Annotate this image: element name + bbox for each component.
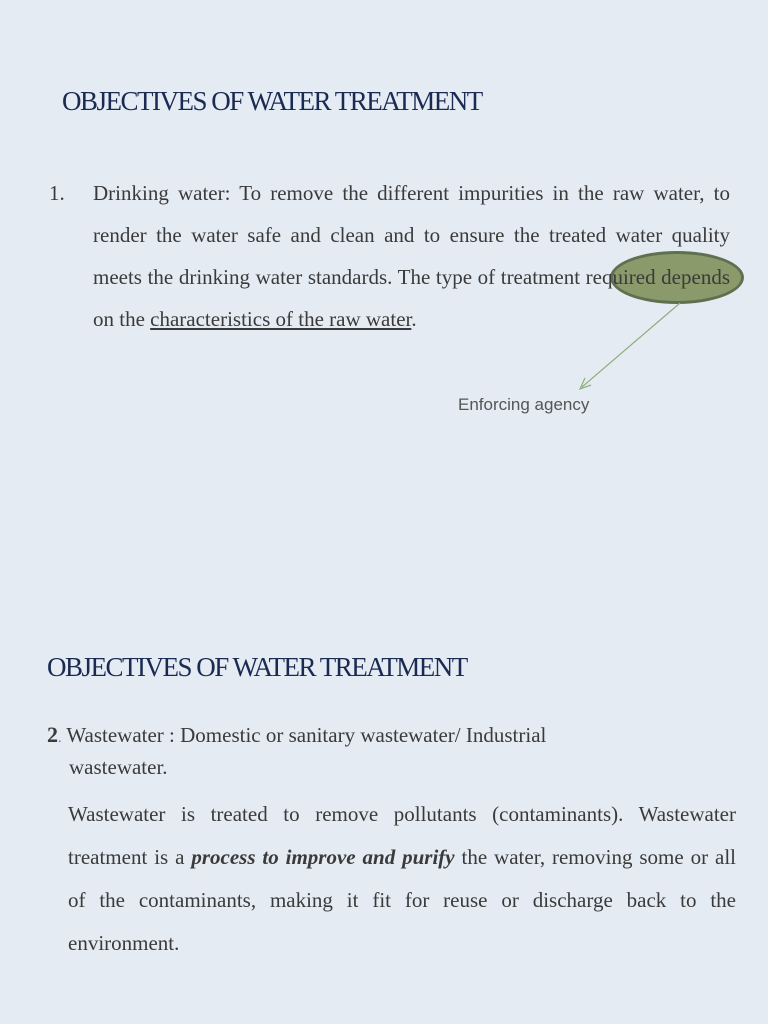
- para-emphasis: process to improve and purify: [191, 845, 455, 869]
- callout-label: Enforcing agency: [458, 395, 590, 414]
- para-text-b: the water, removing some or all of the contaminants, making it fit for reuse or discharge back to the environment.: [68, 845, 736, 955]
- item1-end: .: [411, 307, 417, 331]
- para-text-a: Wastewater is treated to remove pollutants (contaminants). Wastewater treatment is a: [68, 802, 736, 869]
- slide1-title: OBJECTIVES OF WATER TREATMENT: [62, 86, 482, 116]
- item2-text-b: wastewater.: [69, 755, 168, 779]
- item1-standards: standards.: [307, 265, 393, 289]
- item2-text-a: Wastewater : Domestic or sanitary wastewater/ Industrial: [61, 723, 547, 747]
- list-number-1: 1.: [49, 181, 65, 205]
- item1-text-c: The type of treatment required depends on the: [93, 265, 730, 331]
- slide2-title: OBJECTIVES OF WATER TREATMENT: [47, 652, 467, 682]
- list-number-2: 2: [47, 722, 58, 747]
- item1-text-a: Drinking water: To remove the different impurities in the raw water, to render the water safe and clean and to ensure the treated water quality meets the drinking water: [93, 181, 730, 289]
- list-dot: .: [58, 731, 62, 746]
- raw-water-link[interactable]: characteristics of the raw water: [150, 307, 412, 331]
